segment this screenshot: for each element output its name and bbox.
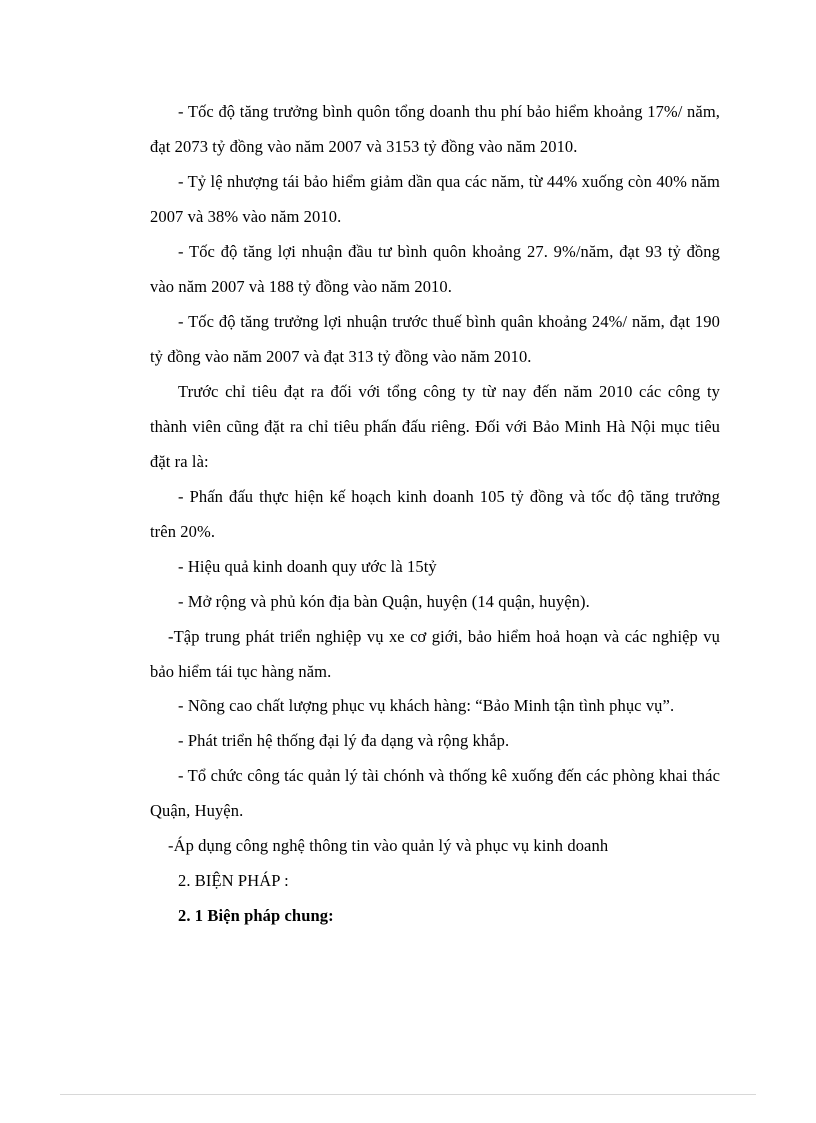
paragraph: Trước chỉ tiêu đạt ra đối với tổng công ty từ nay đến năm 2010 các công ty thành viên cũng đặt ra chỉ tiêu phấn đấu riêng. Đối với Bảo Minh Hà Nội mục tiêu đặt ra là: — [150, 381, 720, 471]
paragraph: - Tỷ lệ nhượng tái bảo hiểm giảm dần qua các năm, từ 44% xuống còn 40% năm 2007 và 38% vào năm 2010. — [150, 171, 720, 226]
paragraph: - Nõng cao chất lượng phục vụ khách hàng: “Bảo Minh tận tình phục vụ”. — [178, 696, 675, 716]
subsection-heading: 2. 1 Biện pháp chung: — [178, 906, 334, 926]
footer-divider — [60, 1094, 756, 1095]
paragraph: -Tập trung phát triển nghiệp vụ xe cơ giới, bảo hiểm hoả hoạn và các nghiệp vụ bảo hiểm tái tục hàng năm. — [150, 626, 720, 681]
paragraph: - Tổ chức công tác quản lý tài chónh và thống kê xuống đến các phòng khai thác Quận, Huyện. — [150, 766, 720, 821]
document-body — [150, 95, 720, 934]
paragraph: - Tốc độ tăng trưởng bình quôn tổng doanh thu phí bảo hiểm khoảng 17%/ năm, đạt 2073 tỷ đồng vào năm 2007 và 3153 tỷ đồng vào năm 2010. — [150, 102, 720, 156]
section-heading: 2. BIỆN PHÁP : — [178, 871, 289, 891]
paragraph: - Tốc độ tăng lợi nhuận đầu tư bình quôn khoảng 27. 9%/năm, đạt 93 tỷ đồng vào năm 2007 và 188 tỷ đồng vào năm 2010. — [150, 241, 720, 296]
paragraph: - Tốc độ tăng trưởng lợi nhuận trước thuế bình quân khoảng 24%/ năm, đạt 190 tỷ đồng vào năm 2007 và đạt 313 tỷ đồng vào năm 2010. — [150, 311, 720, 366]
paragraph: - Phấn đấu thực hiện kế hoạch kinh doanh 105 tỷ đồng và tốc độ tăng trưởng trên 20%. — [150, 486, 720, 541]
paragraph: - Hiệu quả kinh doanh quy ước là 15tỷ — [178, 556, 437, 576]
paragraph: - Phát triển hệ thống đại lý đa dạng và rộng khắp. — [178, 731, 510, 751]
paragraph: -Áp dụng công nghệ thông tin vào quản lý và phục vụ kinh doanh — [168, 836, 609, 856]
paragraph: - Mở rộng và phủ kón địa bàn Quận, huyện (14 quận, huyện). — [178, 591, 590, 611]
